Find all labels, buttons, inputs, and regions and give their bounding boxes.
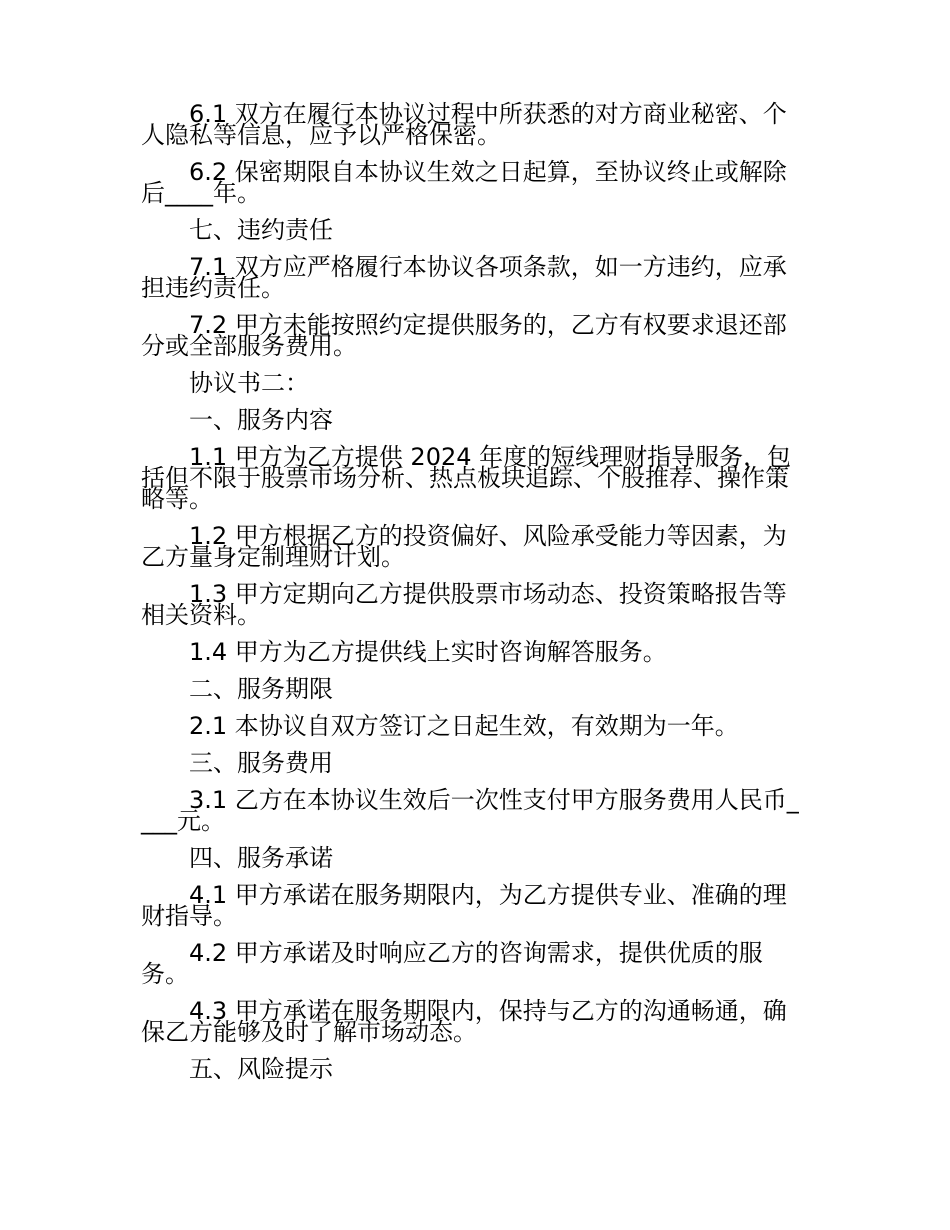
clause-4-1: 4.1 甲方承诺在服务期限内，为乙方提供专业、准确的理财指导。 [141,881,787,930]
section-heading-service-content: 一、服务内容 [189,406,333,434]
clause-4-3: 4.3 甲方承诺在服务期限内，保持与乙方的沟通畅通，确保乙方能够及时了解市场动态。 [141,997,787,1046]
clause-1-1: 1.1 甲方为乙方提供 2024 年度的短线理财指导服务，包括但不限于股票市场分析、热点板块追踪、个股推荐、操作策略等。 [141,443,792,513]
clause-1-2: 1.2 甲方根据乙方的投资偏好、风险承受能力等因素，为乙方量身定制理财计划。 [141,522,787,571]
clause-3-1: 3.1 乙方在本协议生效后一次性支付甲方服务费用人民币____元。 [141,786,799,835]
clause-1-4: 1.4 甲方为乙方提供线上实时咨询解答服务。 [189,638,667,666]
section-heading-service-fee: 三、服务费用 [189,749,333,777]
clause-6-2: 6.2 保密期限自本协议生效之日起算，至协议终止或解除后____年。 [141,158,787,207]
clause-4-2: 4.2 甲方承诺及时响应乙方的咨询需求，提供优质的服务。 [141,939,763,988]
clause-6-1: 6.1 双方在履行本协议过程中所获悉的对方商业秘密、个人隐私等信息，应予以严格保密。 [141,100,787,149]
section-heading-service-term: 二、服务期限 [189,675,333,703]
document-body [141,100,803,1096]
section-heading-service-commitment: 四、服务承诺 [189,844,333,872]
clause-1-3: 1.3 甲方定期向乙方提供股票市场动态、投资策略报告等相关资料。 [141,580,787,629]
clause-2-1: 2.1 本协议自双方签订之日起生效，有效期为一年。 [189,712,739,740]
clause-7-1: 7.1 双方应严格履行本协议各项条款，如一方违约，应承担违约责任。 [141,253,787,302]
section-heading-breach-liability: 七、违约责任 [189,216,333,244]
section-heading-risk-notice: 五、风险提示 [189,1055,333,1083]
agreement-two-title: 协议书二： [189,369,309,397]
clause-7-2: 7.2 甲方未能按照约定提供服务的，乙方有权要求退还部分或全部服务费用。 [141,311,787,360]
